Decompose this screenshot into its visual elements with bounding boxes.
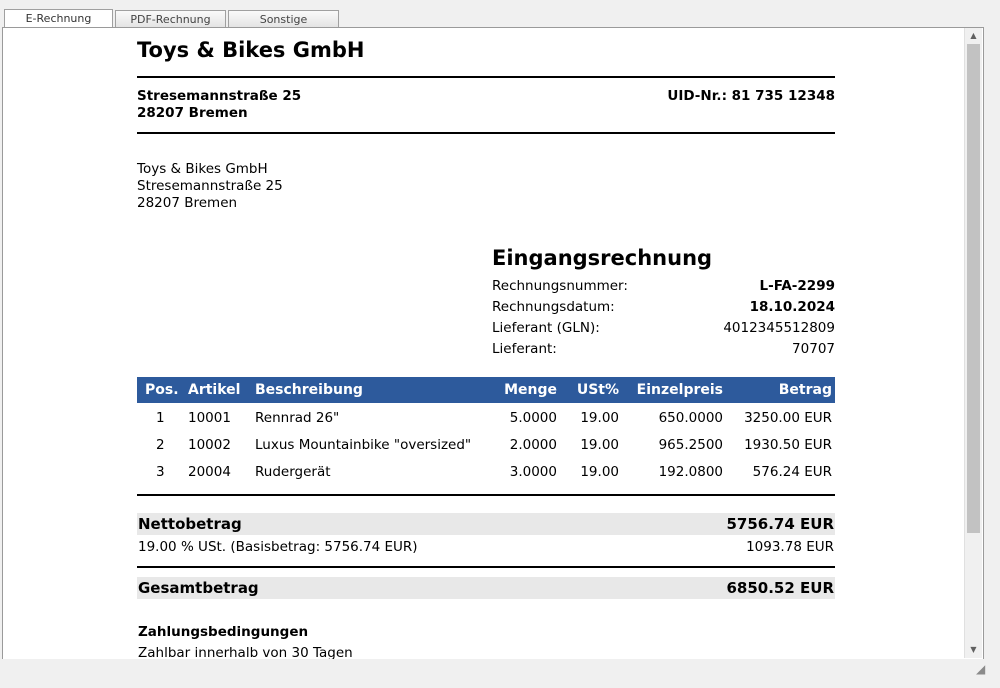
table-row: [137, 460, 835, 484]
scroll-thumb[interactable]: [967, 44, 980, 533]
seller-name: Toys & Bikes GmbH: [137, 38, 365, 62]
seller-city: 28207 Bremen: [137, 105, 248, 121]
cell-unit-price: 192.0800: [658, 464, 723, 480]
divider: [137, 76, 835, 78]
meta-value: L-FA-2299: [759, 278, 835, 294]
net-value: 5756.74 EUR: [726, 515, 834, 533]
cell-vat: 19.00: [580, 410, 619, 426]
recipient-city: 28207 Bremen: [137, 195, 238, 211]
col-vat: USt%: [576, 382, 619, 398]
col-article: Artikel: [188, 382, 241, 398]
col-amount: Betrag: [778, 382, 832, 398]
scroll-up-icon[interactable]: ▲: [970, 31, 977, 40]
cell-description: Rudergerät: [255, 464, 331, 480]
cell-article: 10001: [188, 410, 231, 426]
table-row: [137, 433, 835, 457]
tax-label: 19.00 % USt. (Basisbetrag: 5756.74 EUR): [138, 539, 418, 555]
cell-amount: 1930.50 EUR: [744, 437, 832, 453]
seller-street: Stresemannstraße 25: [137, 88, 302, 104]
meta-label: Rechnungsdatum:: [492, 299, 615, 315]
seller-vat-id: UID-Nr.: 81 735 12348: [667, 88, 835, 104]
cell-pos: 3: [156, 464, 165, 480]
divider: [137, 132, 835, 134]
cell-article: 20004: [188, 464, 231, 480]
meta-value: 70707: [792, 341, 835, 357]
gross-label: Gesamtbetrag: [138, 579, 259, 597]
payment-terms-text: Zahlbar innerhalb von 30 Tagen: [138, 645, 353, 660]
meta-supplier-gln: [492, 320, 835, 340]
tax-value: 1093.78 EUR: [746, 539, 834, 555]
col-qty: Menge: [504, 382, 557, 398]
meta-invoice-number: [492, 278, 835, 298]
meta-supplier: [492, 341, 835, 361]
meta-value: 18.10.2024: [749, 299, 835, 315]
col-pos: Pos.: [145, 382, 179, 398]
cell-qty: 5.0000: [509, 410, 557, 426]
scroll-down-icon[interactable]: ▼: [970, 645, 977, 654]
resize-grip-icon[interactable]: ◢: [976, 662, 986, 676]
meta-label: Lieferant:: [492, 341, 557, 357]
vertical-scrollbar[interactable]: [964, 28, 982, 658]
table-header: [137, 377, 835, 403]
net-total-row: [137, 513, 835, 535]
gross-value: 6850.52 EUR: [726, 579, 834, 597]
tab-sonstige[interactable]: Sonstige: [228, 10, 339, 27]
cell-unit-price: 965.2500: [658, 437, 723, 453]
cell-vat: 19.00: [580, 464, 619, 480]
divider: [137, 566, 835, 568]
cell-vat: 19.00: [580, 437, 619, 453]
cell-qty: 3.0000: [509, 464, 557, 480]
tab-e-rechnung[interactable]: E-Rechnung: [4, 9, 113, 28]
gross-total-row: [137, 577, 835, 599]
cell-pos: 1: [156, 410, 165, 426]
recipient-street: Stresemannstraße 25: [137, 178, 283, 194]
payment-terms-heading: Zahlungsbedingungen: [138, 624, 309, 640]
col-unit-price: Einzelpreis: [636, 382, 723, 398]
cell-description: Luxus Mountainbike "oversized": [255, 437, 472, 453]
table-row: [137, 406, 835, 430]
divider: [137, 494, 835, 496]
meta-label: Rechnungsnummer:: [492, 278, 628, 294]
tab-pdf-rechnung[interactable]: PDF-Rechnung: [115, 10, 226, 27]
tab-strip: [4, 10, 341, 28]
cell-description: Rennrad 26": [255, 410, 340, 426]
meta-label: Lieferant (GLN):: [492, 320, 600, 336]
cell-article: 10002: [188, 437, 231, 453]
meta-invoice-date: [492, 299, 835, 319]
cell-unit-price: 650.0000: [658, 410, 723, 426]
cell-amount: 3250.00 EUR: [744, 410, 832, 426]
cell-pos: 2: [156, 437, 165, 453]
document-title: Eingangsrechnung: [492, 246, 713, 270]
col-description: Beschreibung: [255, 382, 363, 398]
status-bar: [0, 659, 1000, 688]
invoice-viewer: [2, 27, 984, 660]
cell-qty: 2.0000: [509, 437, 557, 453]
cell-amount: 576.24 EUR: [752, 464, 832, 480]
meta-value: 4012345512809: [723, 320, 835, 336]
recipient-name: Toys & Bikes GmbH: [137, 161, 268, 177]
net-label: Nettobetrag: [138, 515, 242, 533]
